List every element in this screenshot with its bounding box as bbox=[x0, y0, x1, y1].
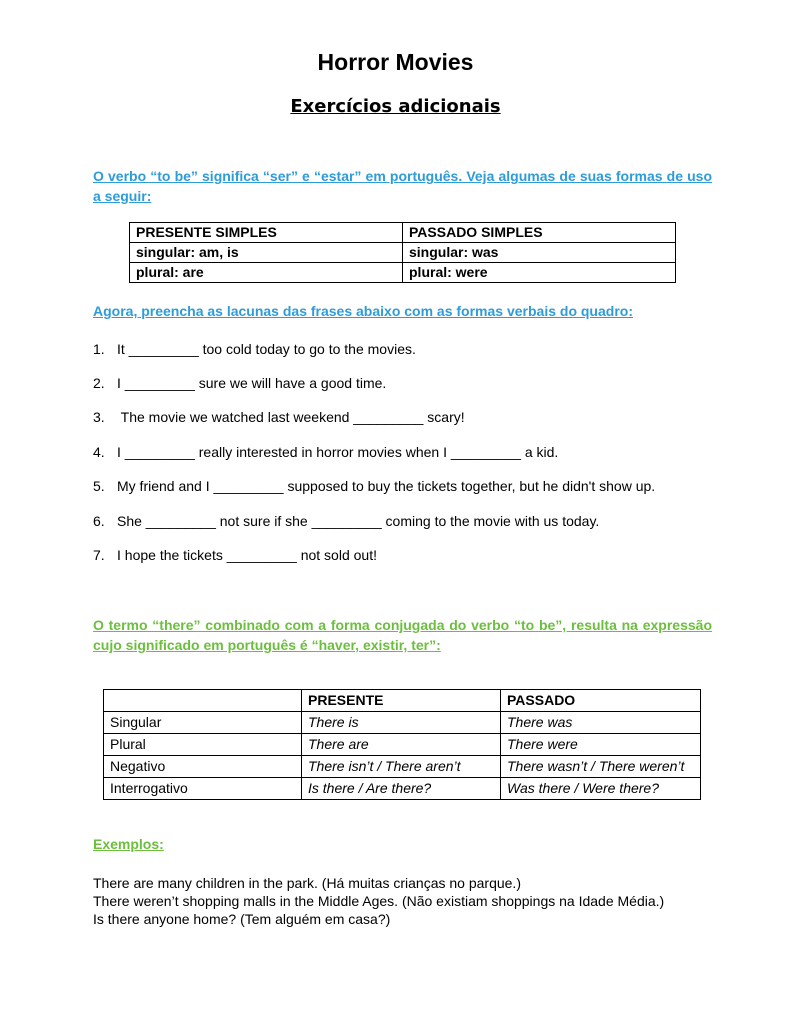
table-cell: Was there / Were there? bbox=[501, 778, 701, 800]
example-sentence: There weren’t shopping malls in the Middle Ages. (Não existiam shoppings na Idade Média.) bbox=[93, 893, 665, 909]
table-cell: PRESENTE SIMPLES bbox=[130, 223, 403, 243]
exercise-number: 5. bbox=[93, 478, 105, 494]
exercise-heading: Agora, preencha as lacunas das frases abaixo com as formas verbais do quadro: bbox=[93, 303, 633, 319]
intro-heading: O verbo “to be” significa “ser” e “estar” em português. Veja algumas de suas formas de uso a seguir: bbox=[93, 168, 712, 204]
table-cell: PASSADO bbox=[501, 690, 701, 712]
exercise-number: 7. bbox=[93, 547, 105, 563]
table-cell: singular: was bbox=[403, 243, 676, 263]
exercise-number: 2. bbox=[93, 375, 105, 391]
table-cell: PASSADO SIMPLES bbox=[403, 223, 676, 243]
table-cell: There are bbox=[302, 734, 501, 756]
table-cell bbox=[104, 690, 302, 712]
table-row bbox=[104, 756, 701, 778]
exercise-text: I hope the tickets _________ not sold out! bbox=[117, 547, 377, 563]
exercise-item bbox=[93, 442, 558, 462]
exercise-text: It _________ too cold today to go to the movies. bbox=[117, 341, 416, 357]
table-row bbox=[104, 690, 701, 712]
exercise-text: The movie we watched last weekend _________ scary! bbox=[117, 409, 465, 425]
exercise-number: 1. bbox=[93, 341, 105, 357]
example-sentence: Is there anyone home? (Tem alguém em casa?) bbox=[93, 911, 391, 927]
table-cell: There is bbox=[302, 712, 501, 734]
exercise-text: I _________ really interested in horror movies when I _________ a kid. bbox=[117, 444, 559, 460]
table-row bbox=[130, 223, 676, 243]
page-subtitle: Exercícios adicionais bbox=[290, 96, 501, 117]
table-cell: Plural bbox=[104, 734, 302, 756]
table-cell: singular: am, is bbox=[130, 243, 403, 263]
to-be-table bbox=[129, 222, 676, 283]
examples-heading: Exemplos: bbox=[93, 836, 164, 852]
table-row bbox=[130, 263, 676, 283]
table-row bbox=[104, 734, 701, 756]
table-row bbox=[104, 778, 701, 800]
table-cell: Interrogativo bbox=[104, 778, 302, 800]
table-cell: There was bbox=[501, 712, 701, 734]
exercise-item bbox=[93, 545, 377, 565]
there-table bbox=[103, 689, 701, 800]
exercise-item bbox=[93, 511, 599, 531]
exercise-item bbox=[93, 407, 465, 427]
exercise-item bbox=[93, 373, 386, 393]
exercise-number: 4. bbox=[93, 444, 105, 460]
exercise-text: My friend and I _________ supposed to buy the tickets together, but he didn't show up. bbox=[117, 478, 656, 494]
table-cell: There were bbox=[501, 734, 701, 756]
exercise-number: 3. bbox=[93, 409, 105, 425]
table-cell: Singular bbox=[104, 712, 302, 734]
example-sentence: There are many children in the park. (Há muitas crianças no parque.) bbox=[93, 875, 521, 891]
table-cell: Negativo bbox=[104, 756, 302, 778]
table-cell: plural: were bbox=[403, 263, 676, 283]
table-row bbox=[104, 712, 701, 734]
table-cell: PRESENTE bbox=[302, 690, 501, 712]
table-cell: There wasn’t / There weren’t bbox=[501, 756, 701, 778]
exercise-number: 6. bbox=[93, 513, 105, 529]
exercise-item bbox=[93, 339, 416, 359]
table-row bbox=[130, 243, 676, 263]
exercise-item bbox=[93, 476, 655, 496]
there-heading: O termo “there” combinado com a forma conjugada do verbo “to be”, resulta na expressão cujo significado em português é “haver, existir, ter”: bbox=[93, 617, 712, 653]
page-title: Horror Movies bbox=[317, 49, 474, 75]
exercise-text: She _________ not sure if she _________ coming to the movie with us today. bbox=[117, 513, 600, 529]
table-cell: There isn’t / There aren’t bbox=[302, 756, 501, 778]
table-cell: Is there / Are there? bbox=[302, 778, 501, 800]
table-cell: plural: are bbox=[130, 263, 403, 283]
exercise-text: I _________ sure we will have a good time. bbox=[117, 375, 387, 391]
